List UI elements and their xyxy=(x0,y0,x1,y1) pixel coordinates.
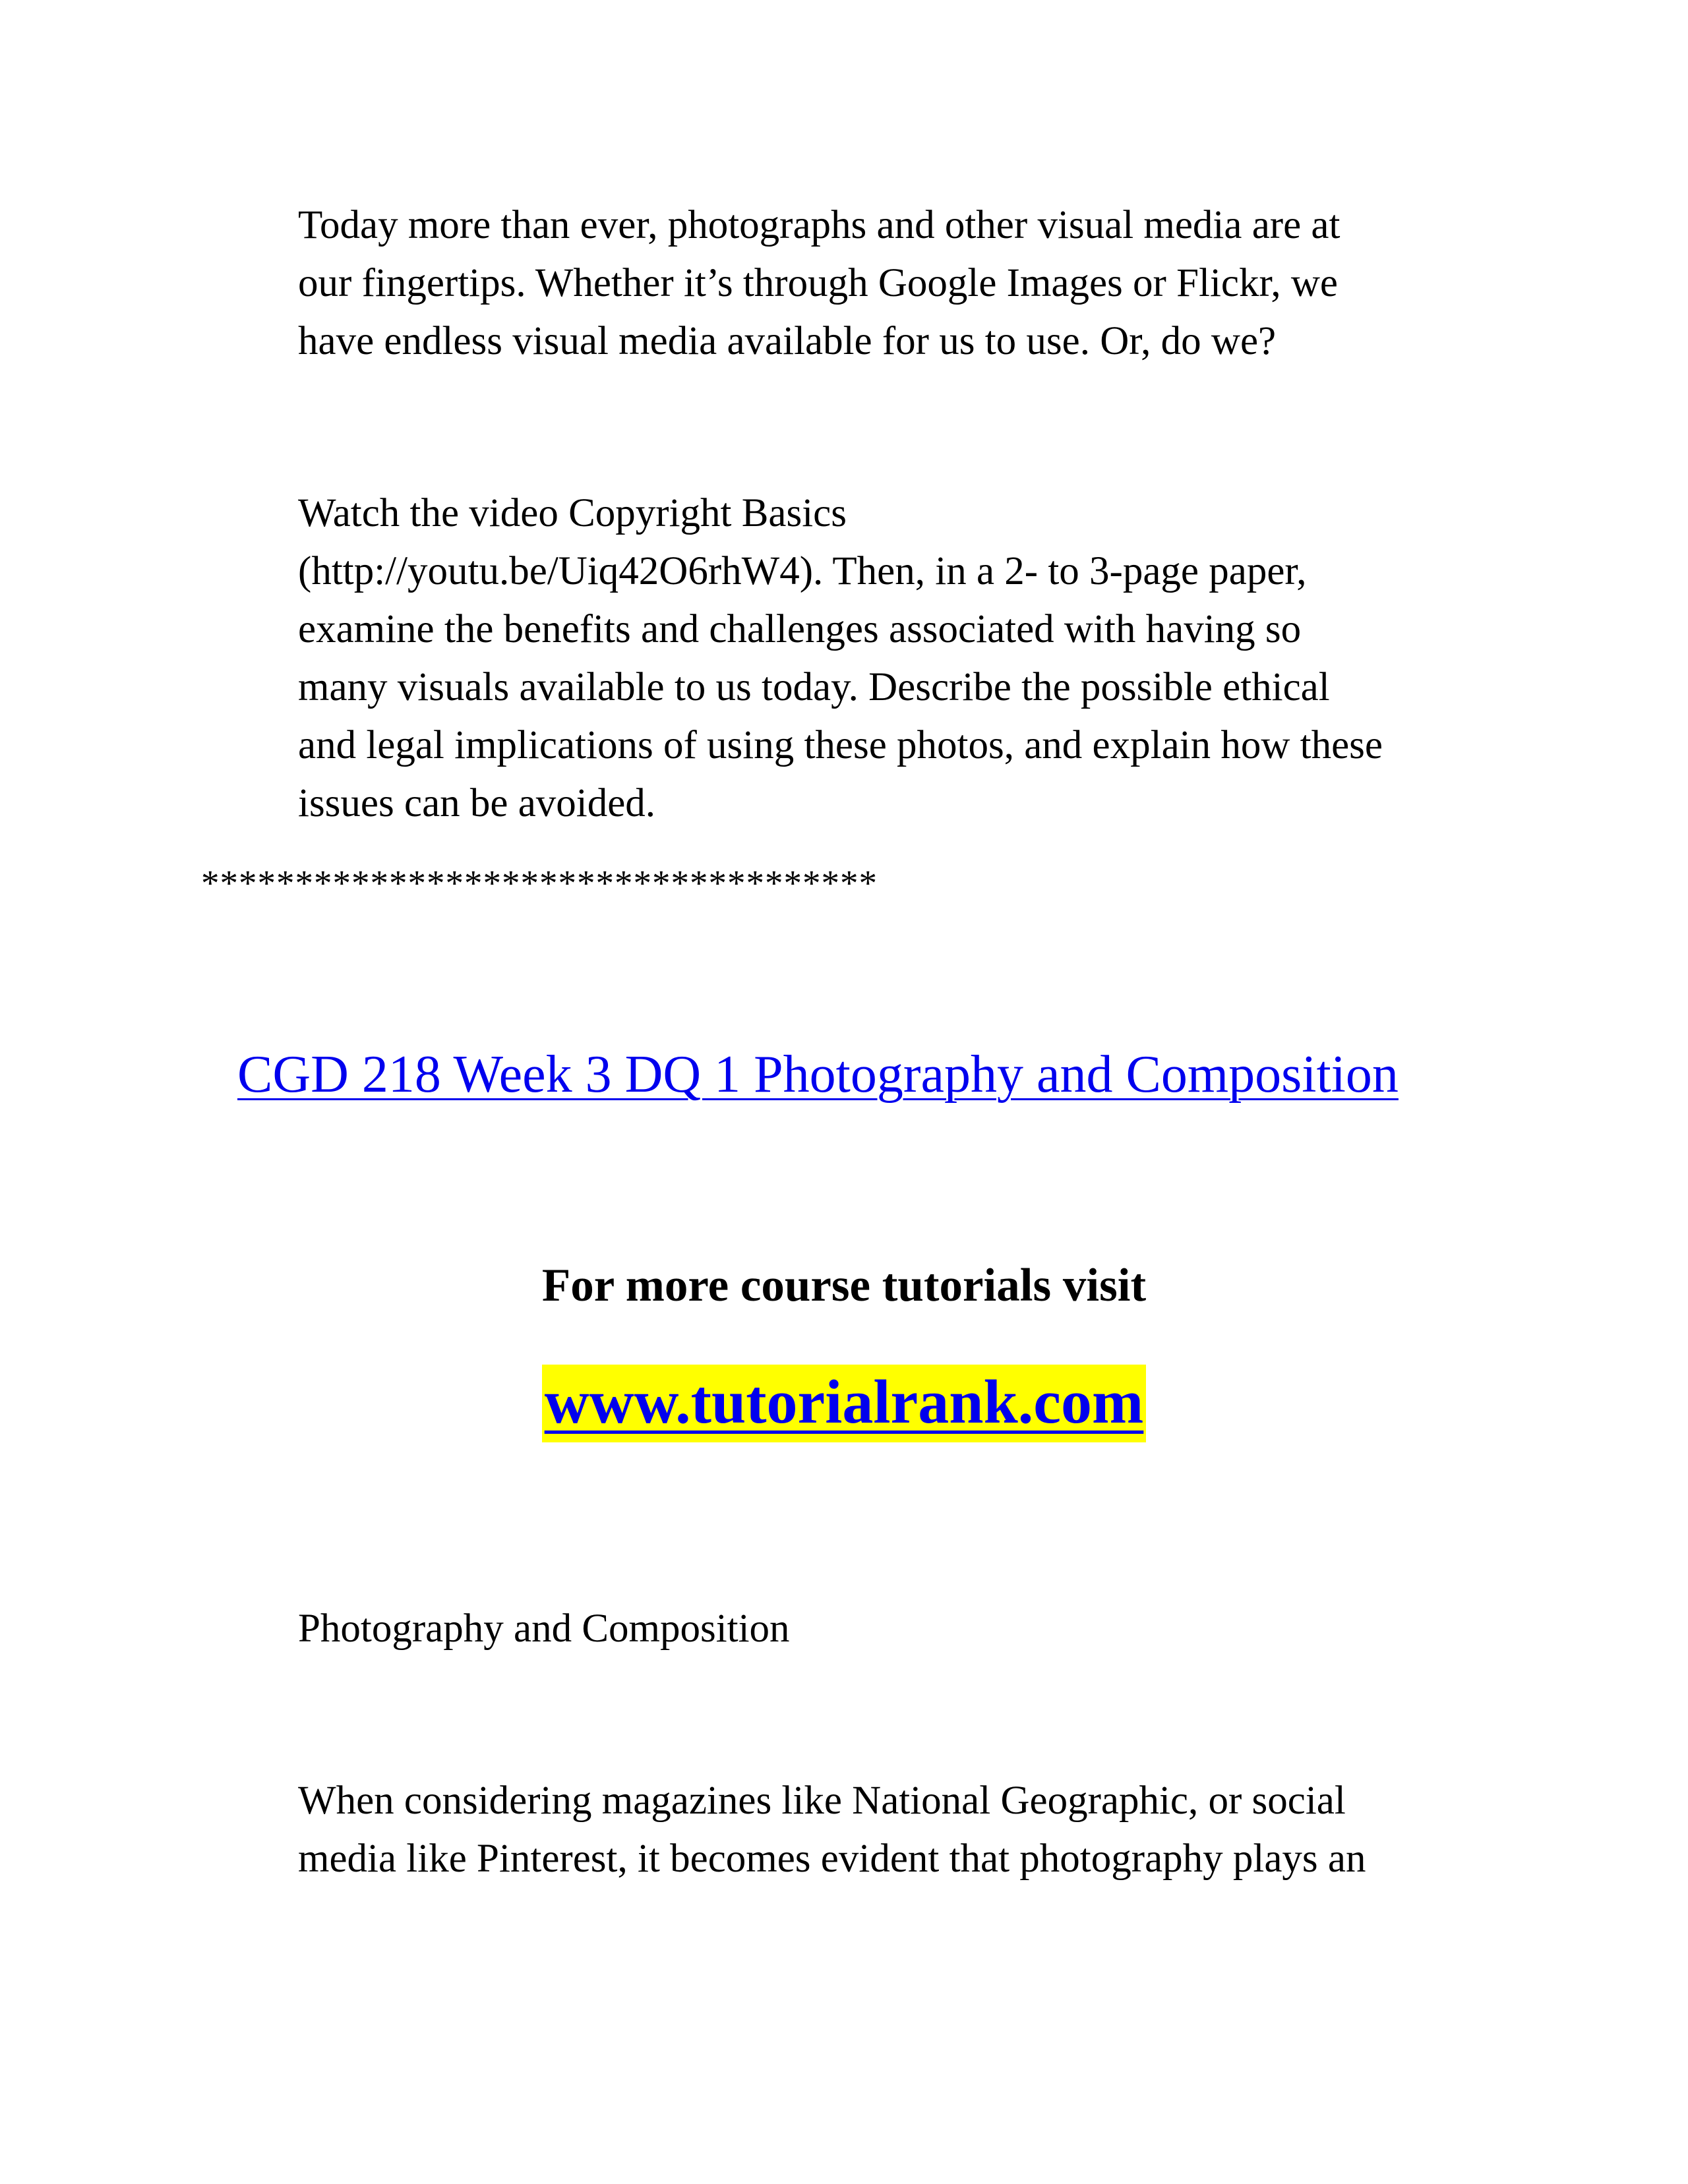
assignment-line: issues can be avoided. xyxy=(298,781,656,825)
promo-link-container xyxy=(0,1365,1688,1442)
tutorialrank-link[interactable]: www.tutorialrank.com xyxy=(542,1365,1147,1442)
assignment-line: (http://youtu.be/Uiq42O6rhW4). Then, in a 2- to 3-page paper, xyxy=(298,549,1307,593)
section-line: media like Pinterest, it becomes evident that photography plays an xyxy=(298,1837,1366,1881)
assignment-line: Watch the video Copyright Basics xyxy=(298,491,847,535)
intro-line: our fingertips. Whether it’s through Google Images or Flickr, we xyxy=(298,261,1339,305)
assignment-paragraph xyxy=(298,485,1383,833)
intro-line: have endless visual media available for us to use. Or, do we? xyxy=(298,319,1277,363)
section-title: Photography and Composition xyxy=(298,1607,790,1651)
assignment-line: and legal implications of using these photos, and explain how these xyxy=(298,723,1383,767)
intro-paragraph xyxy=(298,196,1340,370)
assignment-line: examine the benefits and challenges associated with having so xyxy=(298,607,1302,651)
intro-line: Today more than ever, photographs and other visual media are at xyxy=(298,203,1341,247)
section-line: When considering magazines like National Geographic, or social xyxy=(298,1779,1346,1823)
promo-heading: For more course tutorials visit xyxy=(541,1260,1147,1311)
course-title-link[interactable]: CGD 218 Week 3 DQ 1 Photography and Composition xyxy=(237,1046,1399,1104)
assignment-line: many visuals available to us today. Describe the possible ethical xyxy=(298,665,1330,709)
asterisk-separator: ************************************ xyxy=(201,863,878,903)
section-paragraph xyxy=(298,1772,1366,1888)
